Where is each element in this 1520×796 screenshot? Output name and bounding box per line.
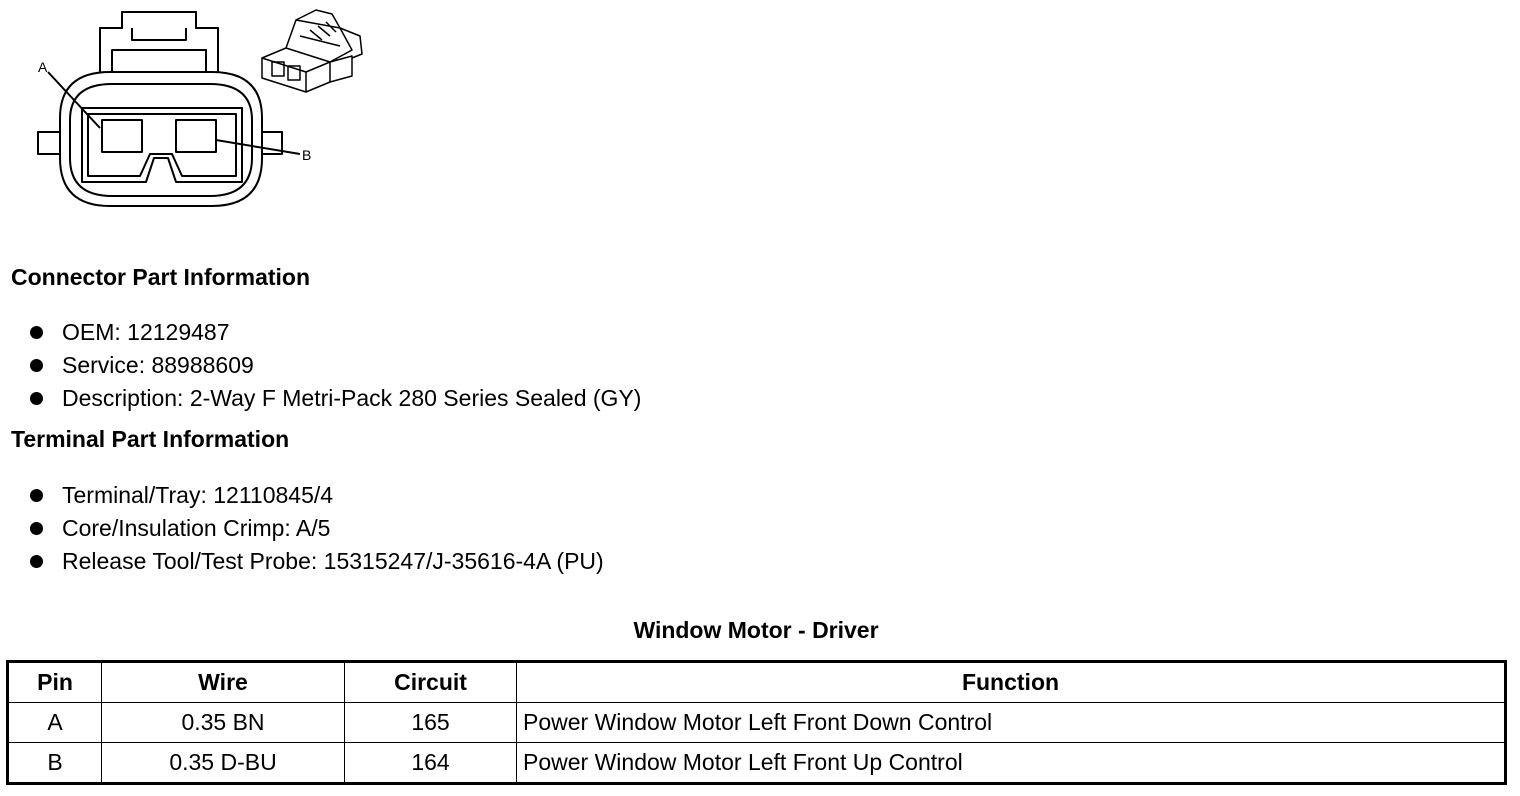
pin-b-label: B	[302, 147, 312, 163]
terminal-part-heading: Terminal Part Information	[11, 426, 290, 452]
terminal-crimp: Core/Insulation Crimp: A/5	[62, 515, 331, 541]
terminal-cavity-b	[176, 120, 216, 152]
connector-service: Service: 88988609	[62, 352, 254, 378]
table-row	[8, 743, 1506, 784]
terminal-tray: Terminal/Tray: 12110845/4	[62, 482, 334, 508]
cell-circuit: 165	[345, 703, 517, 743]
bullet-icon	[30, 392, 43, 405]
connector-left-ear	[38, 132, 60, 154]
terminal-release-tool: Release Tool/Test Probe: 15315247/J-35616-4A (PU)	[62, 548, 604, 574]
table-row	[8, 703, 1506, 743]
connector-oem: OEM: 12129487	[62, 319, 230, 345]
bullet-icon	[30, 326, 43, 339]
bullet-icon	[30, 522, 43, 535]
cell-pin: A	[8, 703, 102, 743]
column-header-pin: Pin	[8, 662, 102, 703]
pin-table	[6, 660, 1507, 785]
cell-function: Power Window Motor Left Front Up Control	[517, 743, 1506, 784]
cell-circuit: 164	[345, 743, 517, 784]
connector-housing-inner-outline	[70, 84, 252, 196]
column-header-wire: Wire	[102, 662, 345, 703]
pin-a-leader-line	[48, 72, 100, 128]
connector-isometric-view	[262, 10, 362, 92]
column-header-function: Function	[517, 662, 1506, 703]
pin-b-leader-line	[216, 140, 300, 154]
cell-wire: 0.35 BN	[102, 703, 345, 743]
table-title: Window Motor - Driver	[633, 617, 879, 643]
cell-function: Power Window Motor Left Front Down Control	[517, 703, 1506, 743]
connector-latch	[100, 12, 218, 72]
bullet-icon	[30, 555, 43, 568]
cell-pin: B	[8, 743, 102, 784]
connector-diagram	[0, 0, 400, 230]
connector-housing-outline	[60, 72, 262, 206]
table-header-row	[8, 662, 1506, 703]
bullet-icon	[30, 359, 43, 372]
cell-wire: 0.35 D-BU	[102, 743, 345, 784]
connector-part-heading: Connector Part Information	[11, 264, 311, 290]
pin-a-label: A	[38, 59, 48, 75]
column-header-circuit: Circuit	[345, 662, 517, 703]
bullet-icon	[30, 489, 43, 502]
connector-description: Description: 2-Way F Metri-Pack 280 Series Sealed (GY)	[62, 385, 642, 411]
terminal-cavity-a	[102, 120, 142, 152]
